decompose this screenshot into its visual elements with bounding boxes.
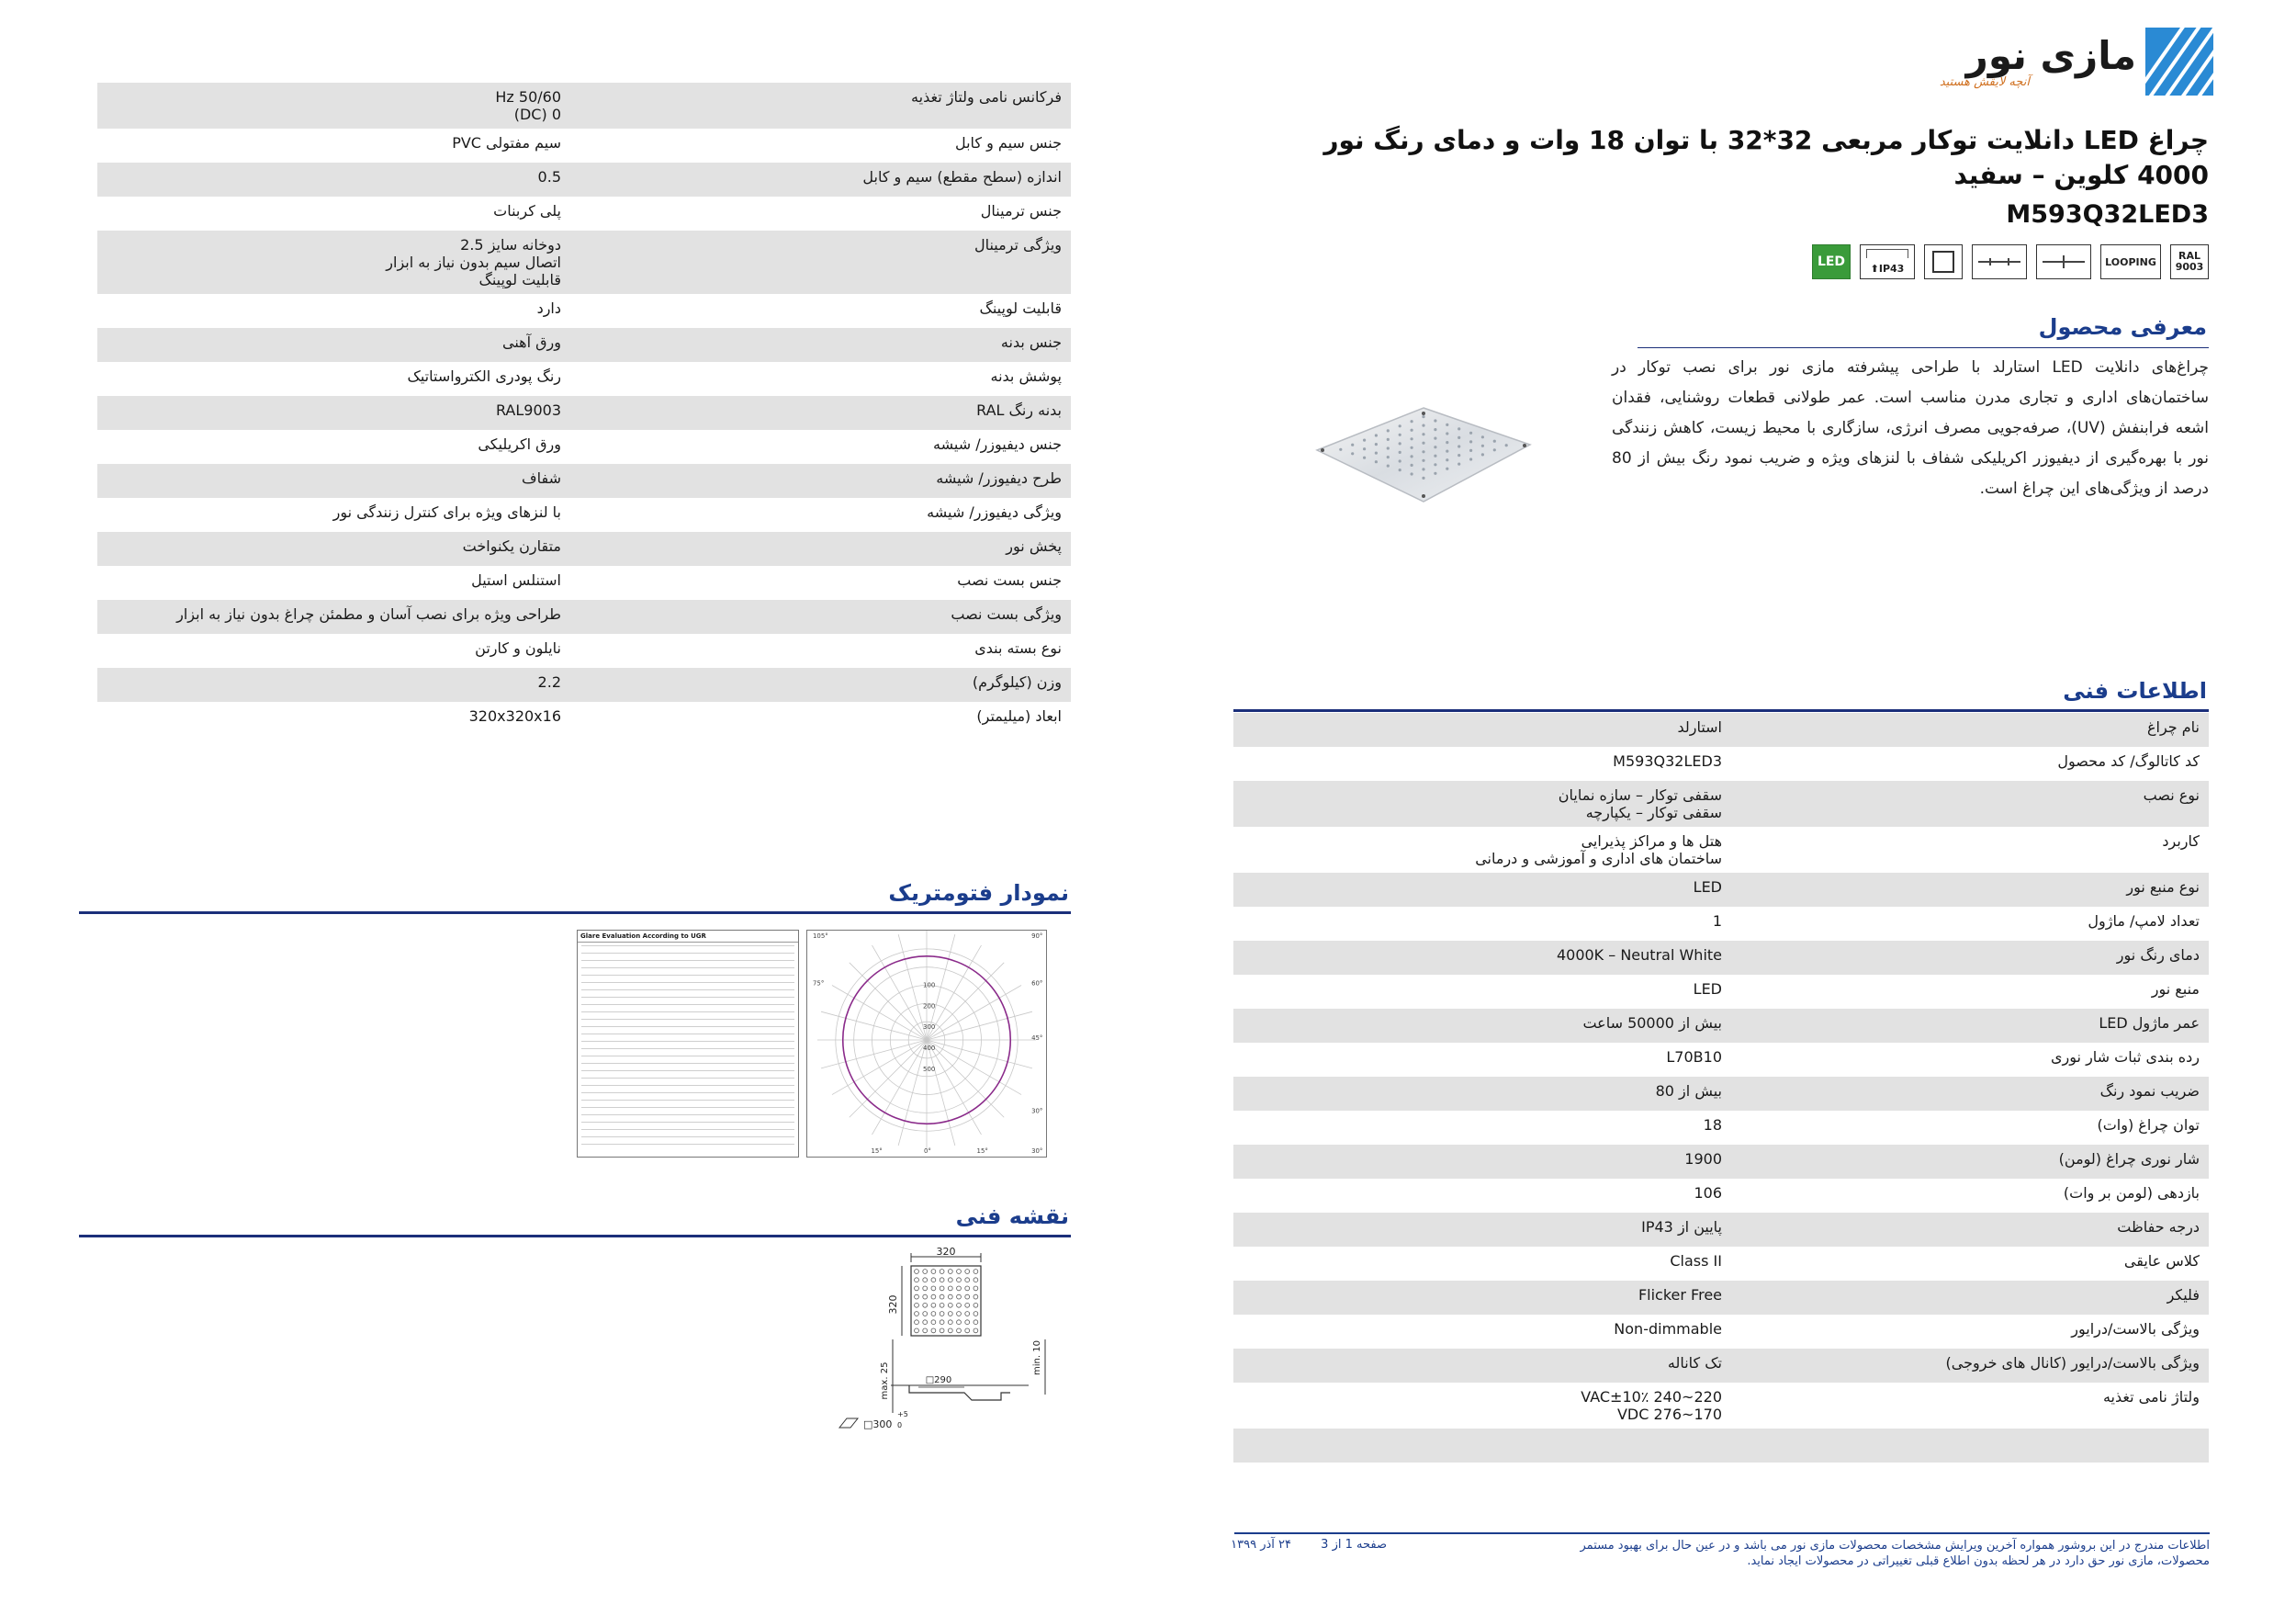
polar-angle-label: 30° <box>1031 1107 1043 1115</box>
spec-value: 0.5 <box>537 168 561 186</box>
spec-value: 1 <box>1712 912 1722 930</box>
spec-label: ویژگی بالاست/درایور <box>2071 1320 2200 1338</box>
spec-value: 106 <box>1694 1184 1722 1202</box>
polar-diagram <box>806 930 1047 1158</box>
ral-icon-label: RAL <box>2178 250 2200 262</box>
polar-angle-label: 15° <box>976 1147 988 1156</box>
spec-label: پخش نور <box>1006 537 1062 555</box>
intro-paragraph: چراغ‌های دانلایت LED استارلد با طراحی پیشرفته مازی نور برای نصب توکار در ساختمان‌های اداری و تجاری مدرن مناسب است. عمر طولانی قطعات روشنایی، فقدان اشعه فرابنفش (UV)، صرفه‌جویی مصرف انرژی، سازگاری با محیط زیست، کاهش زنندگی نور با بهره‌گیری از دیفیوزر اکریلیکی شفاف با لنزهای ویژه و ضریب نمود رنگ بیش از 80 درصد از ویژگی‌های این چراغ است. <box>1612 358 2209 498</box>
polar-angle-label: 60° <box>1031 979 1043 988</box>
polar-angle-label: 30° <box>1031 1147 1043 1156</box>
polar-angle-label: 0° <box>924 1147 931 1156</box>
spec-label: ویژگی بالاست/درایور (کانال های خروجی) <box>1945 1354 2200 1372</box>
looping-icon <box>2100 244 2161 279</box>
spec-value: LED <box>1693 878 1722 896</box>
spec-value: 50/60 Hz 0 (DC) <box>495 88 561 123</box>
table-row <box>1233 1349 2209 1383</box>
feature-icon-strip <box>1795 244 2209 283</box>
brand-logo <box>1910 28 2213 103</box>
spec-label: توان چراغ (وات) <box>2097 1116 2200 1134</box>
spec-label: بازدهی (لومن بر وات) <box>2063 1184 2200 1202</box>
spec-label: درجه حفاظت <box>2117 1218 2200 1236</box>
square-shape-icon <box>1924 244 1963 279</box>
table-row <box>1233 873 2209 907</box>
photometric-rule <box>79 911 1071 914</box>
table-row <box>1233 1043 2209 1077</box>
spec-label: بدنه رنگ RAL <box>976 401 1062 419</box>
footer-note: اطلاعات مندرج در این بروشور همواره آخرین ویرایش مشخصات محصولات مازی نور می باشد و در عین حال برای بهبود مستمر محصولات، مازی نور حق دارد در هر لحظه بدون اطلاع قبلی تغییراتی در محصولات ایجاد نماید. <box>1580 1539 2210 1568</box>
table-row <box>97 464 1071 498</box>
spec-label: کلاس عایقی <box>2123 1252 2200 1270</box>
table-row <box>1233 941 2209 975</box>
intro-heading <box>1929 314 2209 345</box>
table-row <box>97 600 1071 634</box>
spec-value: 18 <box>1703 1116 1722 1134</box>
table-row <box>1233 1247 2209 1281</box>
intro-divider <box>1638 347 2209 348</box>
table-row <box>97 83 1071 129</box>
spec-value: با لنزهای ویژه برای کنترل زنندگی نور <box>332 503 561 521</box>
spec-value: تک کاناله <box>1667 1354 1722 1372</box>
table-row <box>97 702 1071 736</box>
table-row <box>1233 1383 2209 1429</box>
dim-width: 320 <box>936 1248 956 1258</box>
spec-label: منبع نور <box>2151 980 2200 998</box>
ip-rating-icon: ⬆IP43 <box>1860 244 1915 279</box>
table-row <box>97 328 1071 362</box>
ral-icon <box>2170 244 2209 279</box>
spec-label: ضریب نمود رنگ <box>2099 1082 2200 1100</box>
tech-info-heading <box>1233 678 2209 712</box>
spec-value: هتل ها و مراکز پذیرایی ساختمان های اداری و آموزشی و درمانی <box>1475 832 1722 867</box>
table-row <box>1233 1281 2209 1315</box>
spec-label: جنس بست نصب <box>957 571 1062 589</box>
table-row <box>97 430 1071 464</box>
spec-value: Flicker Free <box>1638 1286 1722 1304</box>
product-photo <box>1313 404 1534 505</box>
spec-label: نام چراغ <box>2146 718 2200 736</box>
spec-label: ویژگی ترمینال <box>974 236 1062 254</box>
dim-min: min. 10 <box>1032 1340 1042 1375</box>
spec-value: RAL9003 <box>495 401 561 419</box>
spec-value: دارد <box>536 299 561 317</box>
spec-label: فلیکر <box>2167 1286 2200 1304</box>
intro-heading-text: معرفی محصول <box>2038 314 2207 340</box>
spec-label: رده بندی ثبات شار نوری <box>2051 1048 2200 1066</box>
spec-value: سیم مفتولی PVC <box>452 134 561 152</box>
spec-value: طراحی ویژه برای نصب آسان و مطمئن چراغ بدون نیاز به ابزار <box>176 605 561 623</box>
ugr-table <box>577 930 799 1158</box>
spec-value: 4000K – Neutral White <box>1556 946 1722 964</box>
spec-value: Non-dimmable <box>1614 1320 1722 1338</box>
footer-date: ۲۴ آذر ۱۳۹۹ <box>1231 1538 1291 1552</box>
spec-label: کد کاتالوگ/ کد محصول <box>2057 752 2200 770</box>
spec-value: Class II <box>1670 1252 1722 1270</box>
drawing-rule <box>79 1235 1071 1237</box>
polar-ring-label: 200 <box>923 1002 936 1011</box>
cutout-tol-plus: +5 <box>897 1410 908 1418</box>
spec-label: فرکانس نامی ولتاژ تغذیه <box>911 88 1062 106</box>
spec-label: جنس بدنه <box>1000 333 1062 351</box>
looping-icon-label: LOOPING <box>2105 255 2156 268</box>
polar-angle-label: 75° <box>813 979 825 988</box>
polar-angle-label: 90° <box>1031 932 1043 940</box>
spec-value: LED <box>1693 980 1722 998</box>
ral-icon-code: 9003 <box>2175 261 2204 273</box>
photometric-heading-text: نمودار فتومتریک <box>888 880 1069 906</box>
polar-ring-label: 400 <box>923 1044 936 1052</box>
polar-ring-label: 100 <box>923 981 936 989</box>
polar-angle-label: 105° <box>813 932 828 940</box>
spec-label: تعداد لامپ/ ماژول <box>2088 912 2200 930</box>
table-row <box>1233 1009 2209 1043</box>
spec-value: شفاف <box>522 469 561 487</box>
table-row <box>97 532 1071 566</box>
table-row <box>1233 827 2209 873</box>
tech-info-table <box>1233 713 2209 1463</box>
table-row <box>97 231 1071 294</box>
dim-depth: max. 25 <box>880 1361 890 1400</box>
table-row <box>1233 1145 2209 1179</box>
table-row <box>1233 1429 2209 1463</box>
spec-label: شار نوری چراغ (لومن) <box>2058 1150 2200 1168</box>
polar-ring-label: 500 <box>923 1065 936 1073</box>
cutout-tol-minus: 0 <box>897 1421 903 1429</box>
spec-label: طرح دیفیوزر/ شیشه <box>936 469 1062 487</box>
table-row <box>97 634 1071 668</box>
spec-label: جنس ترمینال <box>980 202 1062 220</box>
tech-info-heading-text: اطلاعات فنی <box>2063 678 2207 704</box>
table-row <box>1233 747 2209 781</box>
cutout-size: □300 <box>863 1418 893 1430</box>
technical-drawing <box>827 1248 1065 1431</box>
table-row <box>1233 713 2209 747</box>
spec-label: جنس دیفیوزر/ شیشه <box>933 435 1062 453</box>
spec-value: دوخانه سایز 2.5 اتصال سیم بدون نیاز به ابزار قابلیت لوپینگ <box>386 236 561 288</box>
table-row <box>97 498 1071 532</box>
dim-height: 320 <box>887 1294 899 1315</box>
spec-label: نوع بسته بندی <box>974 639 1062 657</box>
surface-mount-icon <box>1972 244 2027 279</box>
table-row <box>1233 1077 2209 1111</box>
spec-label: نوع منبع نور <box>2126 878 2200 896</box>
polar-angle-label: 45° <box>1031 1034 1043 1043</box>
spec-label: ویژگی بست نصب <box>951 605 1062 623</box>
polar-ring-label: 300 <box>923 1023 936 1032</box>
spec-label: وزن (کیلوگرم) <box>972 673 1062 691</box>
spec-label: جنس سیم و کابل <box>954 134 1062 152</box>
spec-value: 320x320x16 <box>468 707 561 725</box>
table-row <box>97 129 1071 163</box>
table-row <box>1233 907 2209 941</box>
table-row <box>1233 1213 2209 1247</box>
table-row <box>97 197 1071 231</box>
spec-label: کاربرد <box>2162 832 2200 850</box>
spec-label: نوع نصب <box>2143 786 2200 804</box>
table-row <box>97 163 1071 197</box>
spec-value: ورق اکریلیکی <box>478 435 561 453</box>
spec-value: رنگ پودری الکترواستاتیک <box>407 367 561 385</box>
spec-value: بیش از 80 <box>1655 1082 1722 1100</box>
left-spec-table <box>97 83 1071 736</box>
ugr-table-title: Glare Evaluation According to UGR <box>578 931 798 943</box>
footer-rule <box>1234 1532 2210 1534</box>
spec-value: M593Q32LED3 <box>1613 752 1722 770</box>
spec-label: دمای رنگ نور <box>2116 946 2200 964</box>
table-row <box>1233 781 2209 827</box>
recessed-mount-icon <box>2036 244 2091 279</box>
table-row <box>97 396 1071 430</box>
spec-value: L70B10 <box>1666 1048 1722 1066</box>
spec-value: سقفی توکار – سازه نمایان سقفی توکار – یکپارچه <box>1558 786 1722 821</box>
table-row <box>1233 1315 2209 1349</box>
spec-value: 1900 <box>1684 1150 1722 1168</box>
drawing-heading-text: نقشه فنی <box>955 1203 1069 1229</box>
product-title: چراغ LED دانلایت توکار مربعی 32*32 با توان 18 وات و دمای رنگ نور 4000 کلوین – سفید <box>1323 125 2209 190</box>
ip-rating-label: IP43 <box>1878 262 1905 275</box>
spec-label: عمر ماژول LED <box>2099 1014 2200 1032</box>
led-icon-label: LED <box>1817 254 1846 269</box>
product-code: M593Q32LED3 <box>2006 200 2209 229</box>
spec-value: متقارن یکنواخت <box>462 537 561 555</box>
dim-cut: □290 <box>925 1375 952 1385</box>
drawing-heading <box>79 1203 1071 1237</box>
tech-info-rule <box>1233 709 2209 712</box>
table-row <box>97 668 1071 702</box>
spec-value: استنلس استیل <box>471 571 561 589</box>
table-row <box>1233 1111 2209 1145</box>
table-row <box>97 362 1071 396</box>
table-row <box>97 566 1071 600</box>
logo-tagline: آنچه لایقش هستید <box>1939 75 2030 89</box>
table-row <box>1233 975 2209 1009</box>
spec-value: 220~240 VAC±10٪ 170~276 VDC <box>1581 1388 1722 1423</box>
spec-label: پوشش بدنه <box>990 367 1062 385</box>
spec-label: ابعاد (میلیمتر) <box>976 707 1062 725</box>
logo-wordmark: مازی نور <box>1965 33 2136 78</box>
table-row <box>1233 1179 2209 1213</box>
spec-value: بیش از 50000 ساعت <box>1582 1014 1722 1032</box>
spec-label: ولتاژ نامی تغذیه <box>2102 1388 2200 1406</box>
logo-mark-icon <box>2145 28 2213 96</box>
spec-label: ویژگی دیفیوزر/ شیشه <box>927 503 1062 521</box>
footer-page-number: صفحه 1 از 3 <box>1321 1538 1387 1552</box>
spec-label: اندازه (سطح مقطع) سیم و کابل <box>862 168 1062 186</box>
spec-value: 2.2 <box>537 673 561 691</box>
spec-value: پایین از IP43 <box>1641 1218 1722 1236</box>
table-row <box>97 294 1071 328</box>
spec-value: ورق آهنی <box>502 333 561 351</box>
spec-value: پلی کربنات <box>493 202 561 220</box>
spec-label: قابلیت لوپینگ <box>979 299 1062 317</box>
polar-angle-label: 15° <box>871 1147 883 1156</box>
led-icon <box>1812 244 1851 279</box>
photometric-heading <box>79 880 1071 914</box>
spec-value: نایلون و کارتن <box>475 639 561 657</box>
spec-value: استارلد <box>1677 718 1722 736</box>
